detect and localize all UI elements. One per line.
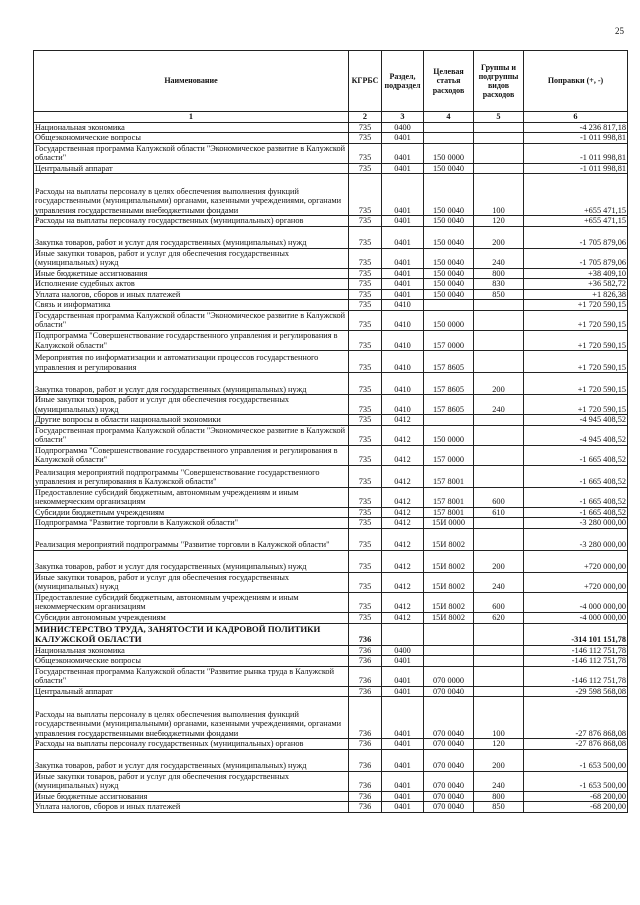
row-group: 800: [474, 268, 524, 279]
row-name: Закупка товаров, работ и услуг для государственных (муниципальных) нужд: [34, 749, 349, 771]
row-group: [474, 351, 524, 373]
page-number: 25: [615, 26, 624, 36]
row-kgrbs: 736: [349, 739, 382, 750]
row-kgrbs: 735: [349, 507, 382, 518]
table-row: [34, 802, 628, 813]
row-target: 157 8001: [424, 487, 474, 507]
row-name: Расходы на выплаты персоналу государственных (муниципальных) органов: [34, 216, 349, 227]
row-name: Государственная программа Калужской области "Развитие рынка труда в Калужской области": [34, 666, 349, 686]
row-target: 15И 8002: [424, 592, 474, 612]
row-target: 15И 8002: [424, 572, 474, 592]
row-section: 0401: [382, 279, 424, 290]
row-name: Реализация мероприятий подпрограммы "Совершенствование государственного управления и регулирования в Калужской области": [34, 465, 349, 487]
row-group: [474, 445, 524, 465]
table-row: [34, 122, 628, 133]
row-kgrbs: 735: [349, 572, 382, 592]
row-kgrbs: 735: [349, 465, 382, 487]
table-row: [34, 351, 628, 373]
table-row: [34, 550, 628, 572]
row-name: Закупка товаров, работ и услуг для государственных (муниципальных) нужд: [34, 226, 349, 248]
row-name: Субсидии бюджетным учреждениям: [34, 507, 349, 518]
row-name: Иные закупки товаров, работ и услуг для обеспечения государственных (муниципальных) нужд: [34, 395, 349, 415]
row-amount: -68 200,00: [524, 791, 628, 802]
row-amount: -68 200,00: [524, 802, 628, 813]
col-number: 6: [524, 112, 628, 123]
row-section: 0401: [382, 289, 424, 300]
row-target: 150 0040: [424, 216, 474, 227]
row-section: 0412: [382, 572, 424, 592]
row-group: [474, 528, 524, 550]
row-group: 600: [474, 592, 524, 612]
row-name: Иные закупки товаров, работ и услуг для обеспечения государственных (муниципальных) нужд: [34, 771, 349, 791]
row-section: 0401: [382, 268, 424, 279]
row-amount: -3 280 000,00: [524, 518, 628, 529]
row-amount: -1 665 408,52: [524, 507, 628, 518]
row-kgrbs: 735: [349, 248, 382, 268]
row-name: Центральный аппарат: [34, 686, 349, 697]
row-group: 100: [474, 174, 524, 216]
row-name: Расходы на выплаты персоналу в целях обеспечения выполнения функций государственными (муниципальными) органами, казенными учреждениями, органами управления государственными внебюджетными фондами: [34, 697, 349, 739]
row-target: 150 0040: [424, 163, 474, 174]
row-target: 150 0040: [424, 174, 474, 216]
row-kgrbs: 736: [349, 771, 382, 791]
row-amount: -314 101 151,78: [524, 623, 628, 645]
row-target: 157 8001: [424, 465, 474, 487]
row-name: Уплата налогов, сборов и иных платежей: [34, 289, 349, 300]
row-amount: -1 705 879,06: [524, 226, 628, 248]
row-kgrbs: 736: [349, 697, 382, 739]
row-amount: +655 471,15: [524, 174, 628, 216]
table-row: [34, 686, 628, 697]
row-group: [474, 330, 524, 350]
table-row: [34, 310, 628, 330]
row-section: 0412: [382, 613, 424, 624]
row-target: 157 0000: [424, 330, 474, 350]
row-section: 0410: [382, 300, 424, 311]
row-amount: -4 236 817,18: [524, 122, 628, 133]
row-name: Другие вопросы в области национальной экономики: [34, 415, 349, 426]
row-kgrbs: 735: [349, 279, 382, 290]
row-kgrbs: 735: [349, 613, 382, 624]
row-section: 0410: [382, 310, 424, 330]
row-target: 157 8605: [424, 373, 474, 395]
row-section: [382, 623, 424, 645]
row-section: 0412: [382, 592, 424, 612]
table-row: [34, 572, 628, 592]
table-row: [34, 697, 628, 739]
row-amount: -29 598 568,08: [524, 686, 628, 697]
row-target: [424, 122, 474, 133]
row-group: 850: [474, 289, 524, 300]
row-section: 0410: [382, 330, 424, 350]
row-target: 157 8605: [424, 351, 474, 373]
row-target: [424, 656, 474, 667]
row-kgrbs: 735: [349, 395, 382, 415]
row-target: 150 0040: [424, 226, 474, 248]
row-amount: -1 011 998,81: [524, 133, 628, 144]
table-row: [34, 279, 628, 290]
row-amount: -1 653 500,00: [524, 771, 628, 791]
table-row: [34, 518, 628, 529]
table-body: [34, 122, 628, 812]
row-amount: -4 000 000,00: [524, 592, 628, 612]
row-section: 0401: [382, 771, 424, 791]
row-amount: -1 665 408,52: [524, 445, 628, 465]
row-name: Государственная программа Калужской области "Экономическое развитие в Калужской области": [34, 143, 349, 163]
row-group: [474, 300, 524, 311]
row-amount: -146 112 751,78: [524, 666, 628, 686]
header-amendments: Поправки (+, -): [524, 51, 628, 112]
row-amount: +720 000,00: [524, 550, 628, 572]
row-group: [474, 623, 524, 645]
row-target: [424, 300, 474, 311]
row-kgrbs: 735: [349, 487, 382, 507]
table-row: [34, 645, 628, 656]
row-name: Иные закупки товаров, работ и услуг для обеспечения государственных (муниципальных) нужд: [34, 572, 349, 592]
row-group: 850: [474, 802, 524, 813]
row-group: [474, 666, 524, 686]
table-row: [34, 487, 628, 507]
column-number-row: [34, 112, 628, 123]
row-kgrbs: 736: [349, 802, 382, 813]
row-name: Центральный аппарат: [34, 163, 349, 174]
row-target: 150 0040: [424, 248, 474, 268]
table-row: [34, 507, 628, 518]
row-section: 0412: [382, 465, 424, 487]
row-name: Подпрограмма "Совершенствование государственного управления и регулирования в Калужской области": [34, 330, 349, 350]
row-amount: -4 000 000,00: [524, 613, 628, 624]
row-target: 150 0000: [424, 310, 474, 330]
table-row: [34, 373, 628, 395]
row-target: 150 0040: [424, 279, 474, 290]
table-row: [34, 613, 628, 624]
row-group: [474, 415, 524, 426]
row-target: [424, 415, 474, 426]
row-kgrbs: 735: [349, 310, 382, 330]
table-row: [34, 248, 628, 268]
row-group: 610: [474, 507, 524, 518]
row-section: 0401: [382, 666, 424, 686]
row-target: [424, 623, 474, 645]
row-target: 157 0000: [424, 445, 474, 465]
row-kgrbs: 735: [349, 300, 382, 311]
col-number: 2: [349, 112, 382, 123]
row-target: 150 0000: [424, 425, 474, 445]
table-row: [34, 623, 628, 645]
header-section: Раздел, подраздел: [382, 51, 424, 112]
row-name: Связь и информатика: [34, 300, 349, 311]
row-kgrbs: 735: [349, 415, 382, 426]
row-target: 070 0040: [424, 791, 474, 802]
row-name: Иные бюджетные ассигнования: [34, 791, 349, 802]
row-kgrbs: 735: [349, 216, 382, 227]
row-target: 070 0040: [424, 771, 474, 791]
table-row: [34, 163, 628, 174]
row-group: 830: [474, 279, 524, 290]
row-target: 15И 8002: [424, 528, 474, 550]
row-section: 0412: [382, 445, 424, 465]
row-name: Подпрограмма "Совершенствование государственного управления и регулирования в Калужской области": [34, 445, 349, 465]
row-name: Субсидии автономным учреждениям: [34, 613, 349, 624]
table-row: [34, 791, 628, 802]
row-kgrbs: 735: [349, 518, 382, 529]
row-group: [474, 686, 524, 697]
row-kgrbs: 735: [349, 550, 382, 572]
budget-amendments-table: [33, 50, 628, 813]
row-name: Подпрограмма "Развитие торговли в Калужской области": [34, 518, 349, 529]
row-target: 157 8001: [424, 507, 474, 518]
row-amount: -1 011 998,81: [524, 143, 628, 163]
row-section: 0401: [382, 174, 424, 216]
row-amount: -27 876 868,08: [524, 697, 628, 739]
row-kgrbs: 735: [349, 330, 382, 350]
row-target: 157 8605: [424, 395, 474, 415]
row-kgrbs: 736: [349, 686, 382, 697]
row-section: 0412: [382, 487, 424, 507]
row-section: 0412: [382, 425, 424, 445]
row-section: 0401: [382, 686, 424, 697]
row-amount: -1 011 998,81: [524, 163, 628, 174]
row-group: [474, 163, 524, 174]
row-section: 0401: [382, 656, 424, 667]
row-name: Государственная программа Калужской области "Экономическое развитие в Калужской области": [34, 310, 349, 330]
table-row: [34, 330, 628, 350]
table-row: [34, 174, 628, 216]
table-row: [34, 300, 628, 311]
row-amount: -1 665 408,52: [524, 487, 628, 507]
row-name: Мероприятия по информатизации и автоматизации процессов государственного управления и регулирования: [34, 351, 349, 373]
row-section: 0400: [382, 645, 424, 656]
table-row: [34, 592, 628, 612]
row-section: 0412: [382, 507, 424, 518]
row-group: [474, 656, 524, 667]
row-target: 070 0040: [424, 802, 474, 813]
row-group: 240: [474, 248, 524, 268]
row-group: [474, 645, 524, 656]
row-target: 070 0040: [424, 739, 474, 750]
row-amount: +1 720 590,15: [524, 300, 628, 311]
table-row: [34, 425, 628, 445]
row-name: Государственная программа Калужской области "Экономическое развитие в Калужской области": [34, 425, 349, 445]
row-amount: +655 471,15: [524, 216, 628, 227]
row-target: 070 0040: [424, 749, 474, 771]
row-name: Расходы на выплаты персоналу в целях обеспечения выполнения функций государственными (муниципальными) органами, казенными учреждениями, органами управления государственными внебюджетными фондами: [34, 174, 349, 216]
row-kgrbs: 735: [349, 289, 382, 300]
row-group: [474, 143, 524, 163]
row-group: 120: [474, 739, 524, 750]
row-amount: -146 112 751,78: [524, 656, 628, 667]
row-group: 240: [474, 771, 524, 791]
row-target: 150 0000: [424, 143, 474, 163]
row-amount: +1 720 590,15: [524, 330, 628, 350]
row-target: 070 0000: [424, 666, 474, 686]
row-kgrbs: 735: [349, 163, 382, 174]
row-group: [474, 518, 524, 529]
row-section: 0401: [382, 248, 424, 268]
row-amount: +1 720 590,15: [524, 395, 628, 415]
row-group: 800: [474, 791, 524, 802]
table-row: [34, 395, 628, 415]
row-kgrbs: 735: [349, 445, 382, 465]
table-row: [34, 415, 628, 426]
row-section: 0401: [382, 802, 424, 813]
table-row: [34, 133, 628, 144]
row-name: Общеэкономические вопросы: [34, 133, 349, 144]
row-name: Предоставление субсидий бюджетным, автономным учреждениям и иным некоммерческим организациям: [34, 487, 349, 507]
row-target: [424, 133, 474, 144]
row-kgrbs: 736: [349, 791, 382, 802]
row-target: 15И 0000: [424, 518, 474, 529]
row-amount: +1 720 590,15: [524, 373, 628, 395]
row-section: 0401: [382, 791, 424, 802]
table-row: [34, 216, 628, 227]
row-name: Общеэкономические вопросы: [34, 656, 349, 667]
row-group: 620: [474, 613, 524, 624]
col-number: 3: [382, 112, 424, 123]
row-section: 0400: [382, 122, 424, 133]
row-kgrbs: 736: [349, 645, 382, 656]
row-group: [474, 310, 524, 330]
table-row: [34, 666, 628, 686]
row-group: [474, 122, 524, 133]
col-number: 1: [34, 112, 349, 123]
table-row: [34, 268, 628, 279]
row-amount: +36 582,72: [524, 279, 628, 290]
row-section: 0410: [382, 395, 424, 415]
row-kgrbs: 735: [349, 373, 382, 395]
row-name: Закупка товаров, работ и услуг для государственных (муниципальных) нужд: [34, 373, 349, 395]
row-section: 0401: [382, 133, 424, 144]
row-group: 100: [474, 697, 524, 739]
row-target: 150 0040: [424, 289, 474, 300]
row-kgrbs: 735: [349, 351, 382, 373]
row-target: [424, 645, 474, 656]
row-group: [474, 465, 524, 487]
row-group: 120: [474, 216, 524, 227]
row-kgrbs: 735: [349, 425, 382, 445]
table-row: [34, 749, 628, 771]
row-group: 200: [474, 749, 524, 771]
row-section: 0412: [382, 518, 424, 529]
row-amount: -3 280 000,00: [524, 528, 628, 550]
row-amount: -146 112 751,78: [524, 645, 628, 656]
row-name: Иные закупки товаров, работ и услуг для обеспечения государственных (муниципальных) нужд: [34, 248, 349, 268]
row-section: 0412: [382, 528, 424, 550]
header-name: Наименование: [34, 51, 349, 112]
row-kgrbs: 735: [349, 268, 382, 279]
row-kgrbs: 735: [349, 133, 382, 144]
row-target: 070 0040: [424, 686, 474, 697]
row-amount: +1 720 590,15: [524, 351, 628, 373]
row-target: 150 0040: [424, 268, 474, 279]
row-kgrbs: 735: [349, 226, 382, 248]
table-row: [34, 445, 628, 465]
table-row: [34, 289, 628, 300]
table-row: [34, 528, 628, 550]
row-section: 0401: [382, 226, 424, 248]
header-row: [34, 51, 628, 112]
row-name: Национальная экономика: [34, 122, 349, 133]
row-group: [474, 133, 524, 144]
row-target: 15И 8002: [424, 613, 474, 624]
row-kgrbs: 736: [349, 656, 382, 667]
row-amount: -4 945 408,52: [524, 425, 628, 445]
col-number: 5: [474, 112, 524, 123]
row-name: Реализация мероприятий подпрограммы "Развитие торговли в Калужской области": [34, 528, 349, 550]
row-amount: +38 409,10: [524, 268, 628, 279]
row-kgrbs: 736: [349, 666, 382, 686]
row-amount: -1 705 879,06: [524, 248, 628, 268]
row-amount: +1 720 590,15: [524, 310, 628, 330]
row-amount: +1 826,38: [524, 289, 628, 300]
row-kgrbs: 735: [349, 528, 382, 550]
row-section: 0401: [382, 697, 424, 739]
row-section: 0410: [382, 373, 424, 395]
row-group: 200: [474, 226, 524, 248]
row-group: 200: [474, 550, 524, 572]
row-section: 0401: [382, 216, 424, 227]
row-group: 240: [474, 572, 524, 592]
row-section: 0412: [382, 550, 424, 572]
row-name: МИНИСТЕРСТВО ТРУДА, ЗАНЯТОСТИ И КАДРОВОЙ ПОЛИТИКИ КАЛУЖСКОЙ ОБЛАСТИ: [34, 623, 349, 645]
row-name: Иные бюджетные ассигнования: [34, 268, 349, 279]
header-target: Целевая статья расходов: [424, 51, 474, 112]
table-row: [34, 656, 628, 667]
table-row: [34, 739, 628, 750]
row-amount: -27 876 868,08: [524, 739, 628, 750]
row-target: 070 0040: [424, 697, 474, 739]
row-name: Национальная экономика: [34, 645, 349, 656]
row-group: 200: [474, 373, 524, 395]
table-row: [34, 143, 628, 163]
row-group: [474, 425, 524, 445]
row-section: 0401: [382, 163, 424, 174]
row-name: Закупка товаров, работ и услуг для государственных (муниципальных) нужд: [34, 550, 349, 572]
row-name: Уплата налогов, сборов и иных платежей: [34, 802, 349, 813]
row-section: 0401: [382, 749, 424, 771]
row-target: 15И 8002: [424, 550, 474, 572]
row-group: 600: [474, 487, 524, 507]
table-row: [34, 771, 628, 791]
row-section: 0412: [382, 415, 424, 426]
row-kgrbs: 735: [349, 143, 382, 163]
row-amount: -4 945 408,52: [524, 415, 628, 426]
row-section: 0410: [382, 351, 424, 373]
row-amount: -1 665 408,52: [524, 465, 628, 487]
row-kgrbs: 735: [349, 174, 382, 216]
row-section: 0401: [382, 143, 424, 163]
row-kgrbs: 736: [349, 749, 382, 771]
row-section: 0401: [382, 739, 424, 750]
row-name: Предоставление субсидий бюджетным, автономным учреждениям и иным некоммерческим организациям: [34, 592, 349, 612]
row-kgrbs: 735: [349, 592, 382, 612]
row-amount: -1 653 500,00: [524, 749, 628, 771]
row-name: Исполнение судебных актов: [34, 279, 349, 290]
row-group: 240: [474, 395, 524, 415]
table-row: [34, 226, 628, 248]
col-number: 4: [424, 112, 474, 123]
row-name: Расходы на выплаты персоналу государственных (муниципальных) органов: [34, 739, 349, 750]
header-kgrbs: КГРБС: [349, 51, 382, 112]
table-row: [34, 465, 628, 487]
row-kgrbs: 735: [349, 122, 382, 133]
row-amount: +720 000,00: [524, 572, 628, 592]
row-kgrbs: 736: [349, 623, 382, 645]
header-groups: Группы и подгруппы видов расходов: [474, 51, 524, 112]
